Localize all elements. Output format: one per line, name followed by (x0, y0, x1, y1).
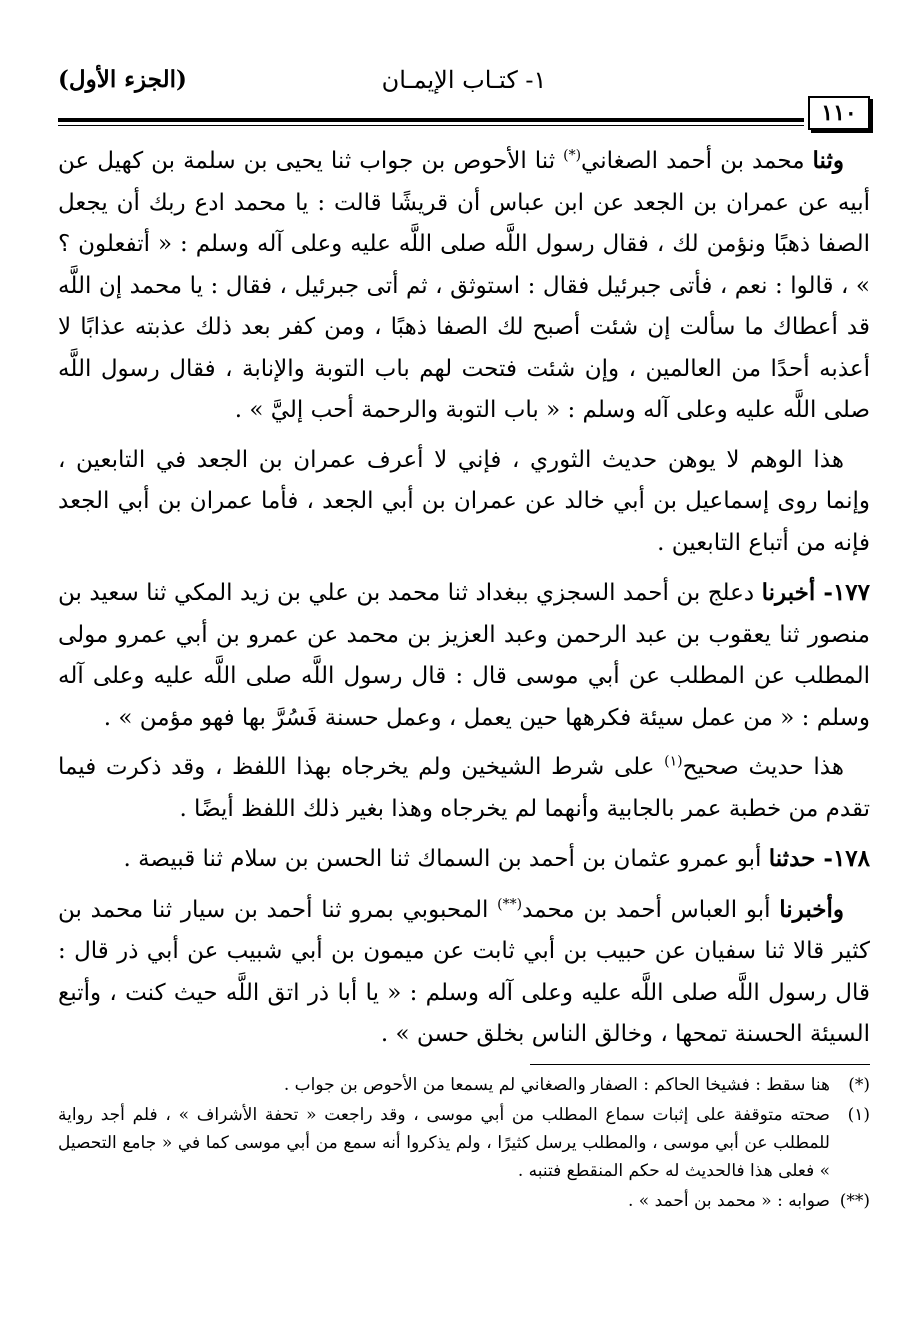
paragraph-lead: وثنا (812, 147, 844, 174)
main-text (58, 140, 870, 1056)
running-header (58, 62, 870, 96)
page-number: ١١٠ (808, 96, 870, 130)
paragraph-text: هذا الوهم لا يوهن حديث الثوري ، فإني لا أعرف عمران بن الجعد في التابعين ، وإنما روى إسماعيل بن أبي خالد عن عمران بن أبي الجعد ، فأما عمران بن أبي الجعد فإنه من أتباع التابعين . (58, 446, 870, 556)
footnote-mark: (*) (848, 1074, 870, 1095)
paragraph (58, 440, 870, 565)
footnote-reference[interactable]: (**) (497, 895, 523, 912)
paragraph-text: على شرط الشيخين ولم يخرجاه بهذا اللفظ ، وقد ذكرت فيما تقدم من خطبة عمر بالجابية وأنهما لم يخرجاه وهذا بغير ذلك اللفظ أيضًا . (58, 754, 870, 822)
header-rule-thick (58, 118, 804, 122)
paragraph-text: ثنا الأحوص بن جواب ثنا يحيى بن سلمة بن كهيل عن أبيه عن عمران بن الجعد عن ابن عباس أن قريشًا قالت : يا محمد ادع ربك أن يجعل الصفا ذهبًا ونؤمن لك ، فقال رسول اللَّه صلى اللَّه عليه وعلى آله وسلم : « أتفعلون ؟ » ، قالوا : نعم ، فأتى جبرئيل فقال : استوثق ، ثم أتى جبرئيل ، فقال : يا محمد إن اللَّه قد أعطاك ما سألت إن شئت أصبح لك الصفا ذهبًا ، ومن كفر بعد ذلك عذبته عذابًا لا أعذبه أحدًا من العالمين ، وإن شئت فتحت لهم باب التوبة والإنابة ، فقال رسول اللَّه صلى اللَّه عليه وعلى آله وسلم : « باب التوبة والرحمة أحب إليَّ » . (58, 148, 871, 423)
paragraph-lead: وأخبرنا (779, 895, 845, 923)
footnote-mark: (١) (847, 1104, 870, 1125)
hadith-paragraph (58, 838, 870, 881)
paragraph-text: محمد بن أحمد الصغاني (581, 148, 813, 174)
paragraph (58, 140, 870, 432)
footnote-reference[interactable]: (*) (563, 147, 582, 164)
footnote-text: صوابه : « محمد بن أحمد » . (627, 1190, 830, 1211)
hadith-number: ١٧٧- أخبرنا (761, 579, 870, 606)
header-rule-thin (58, 125, 804, 126)
footnote (58, 1071, 870, 1099)
volume-label: (الجزء الأول) (58, 66, 187, 93)
paragraph (58, 747, 870, 830)
footnote-text: هنا سقط : فشيخا الحاكم : الصفار والصغاني لم يسمعا من الأحوص بن جواب . (283, 1074, 830, 1095)
paragraph-text: المحبوبي بمرو ثنا أحمد بن سيار ثنا محمد بن كثير قالا ثنا سفيان عن حبيب بن أبي ثابت عن ميمون بن أبي شبيب عن أبي ذر قال : قال رسول اللَّه صلى اللَّه عليه وعلى آله وسلم : « يا أبا ذر اتق اللَّه حيث كنت ، وأتبع السيئة الحسنة تمحها ، وخالق الناس بخلق حسن » . (58, 896, 870, 1047)
footnotes (58, 1071, 870, 1215)
paragraph-text: أبو عمرو عثمان بن أحمد بن السماك ثنا الحسن بن سلام ثنا قبيصة . (123, 846, 769, 872)
footnote-mark: (**) (839, 1190, 870, 1211)
header-rule (58, 96, 870, 134)
footnote-separator (530, 1064, 870, 1065)
paragraph-text: دعلج بن أحمد السجزي ببغداد ثنا محمد بن علي بن زيد المكي ثنا سعيد بن منصور ثنا يعقوب بن عبد الرحمن وعبد العزيز بن محمد عن عمرو بن أبي عمرو مولى المطلب عن المطلب عن أبي موسى قال : قال رسول اللَّه صلى اللَّه عليه وعلى آله وسلم : « من عمل سيئة فكرهها حين يعمل ، وعمل حسنة فَسُرَّ بها فهو مؤمن » . (58, 580, 870, 731)
chapter-title: ١- كتـاب الإيمـان (381, 66, 547, 94)
footnote-text: صحته متوقفة على إثبات سماع المطلب من أبي موسى ، وقد راجعت « تحفة الأشراف » ، فلم أجد رواية للمطلب عن أبي موسى ، والمطلب يرسل كثيرًا ، ولم يذكروا أنه سمع من أبي موسى كما في « جامع التحصيل » فعلى هذا فالحديث له حكم المنقطع فتنبه . (58, 1104, 830, 1181)
footnote (58, 1101, 870, 1185)
book-page (58, 62, 870, 1312)
hadith-paragraph (58, 572, 870, 739)
hadith-number: ١٧٨- حدثنا (768, 845, 870, 872)
paragraph-text: أبو العباس أحمد بن محمد (522, 896, 780, 923)
paragraph-text: هذا حديث صحيح (682, 754, 844, 780)
paragraph (58, 889, 870, 1056)
footnote-reference[interactable]: (١) (664, 753, 683, 770)
footnote (58, 1187, 870, 1215)
